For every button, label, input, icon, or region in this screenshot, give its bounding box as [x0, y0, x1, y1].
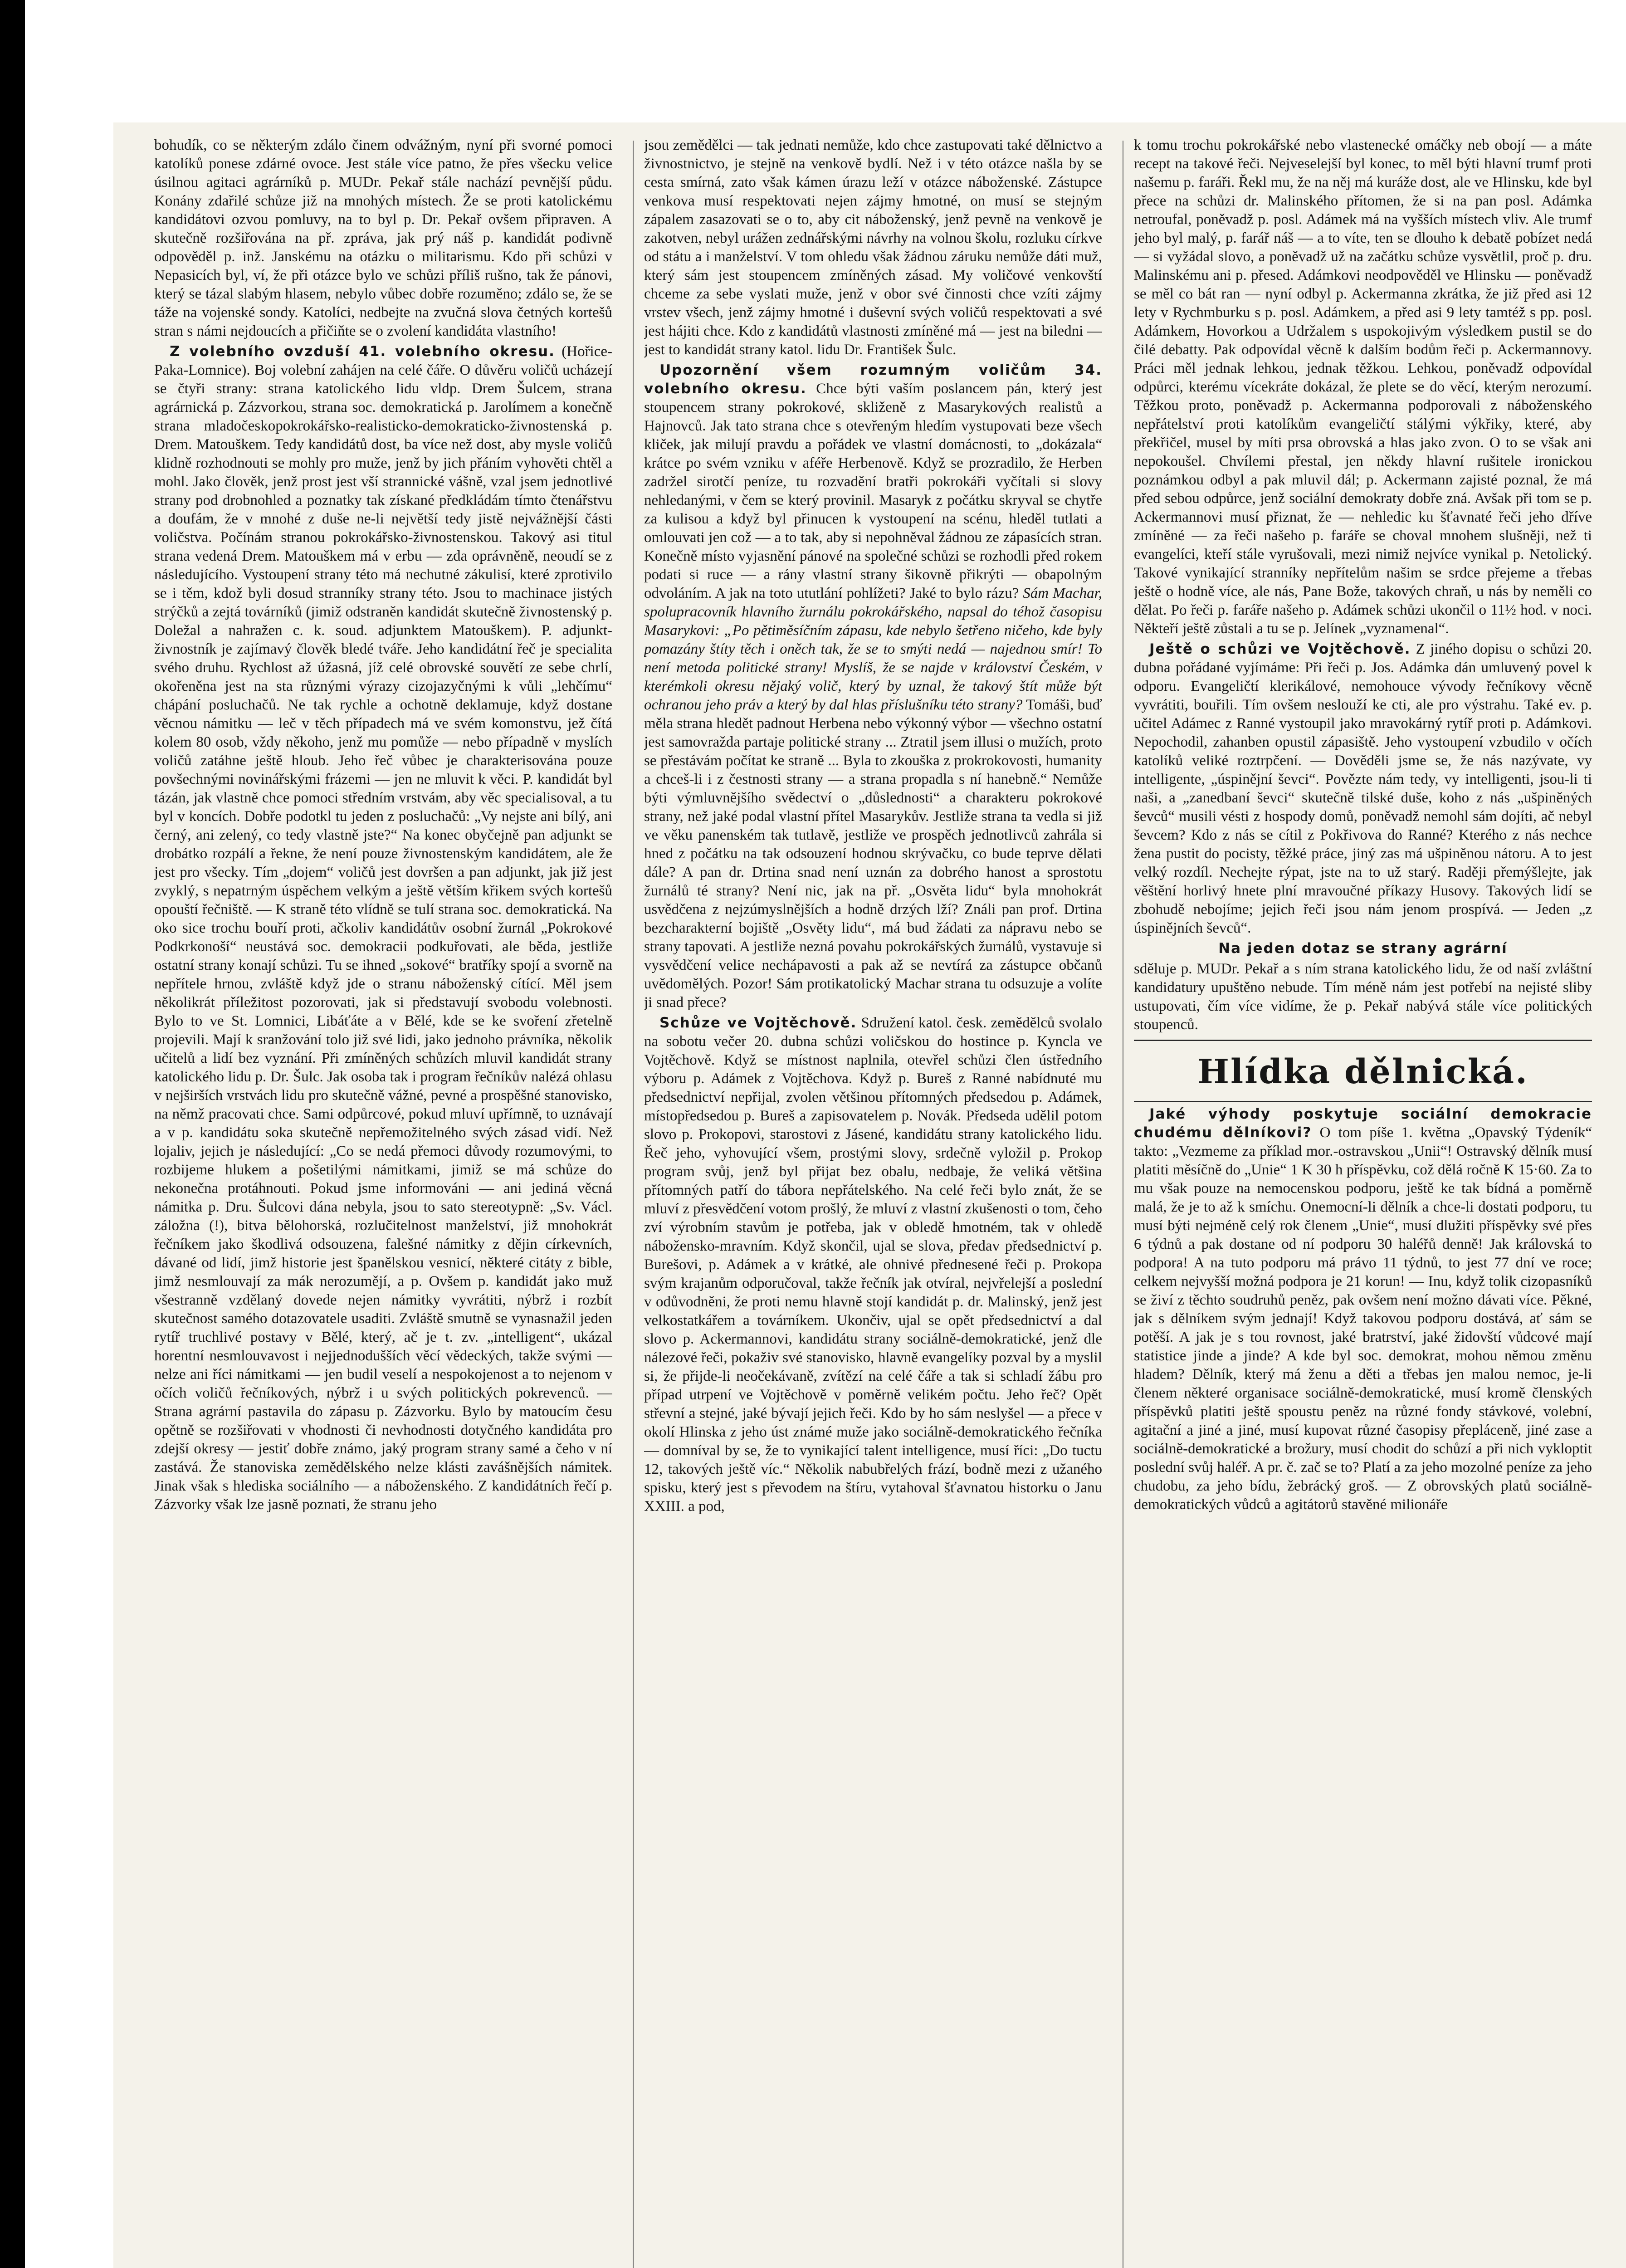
- article-body: Chce býti vaším poslancem pán, který jest stoupencem strany pokrokové, skliženě z Masarykových realistů a Hajnovců. Jak tato strana chce s otevřeným hledím vystupovati beze všech kliček, jak milují pravdu a pořádek ve vlastní domácnosti, to „dokázala“ krátce po svém vzniku v aféře Herbenově. Když se prozradilo, že Herben zadržel sirotčí peníze, tu rozvadění bratři pokrokáři vyčítali si slovy nehledanými, v čem se který provinil. Masaryk z počátku skryval se chytře za kulisou a když byl přinucen k vystoupení na scénu, hleděl tutlati a omlouvati jen což — a to tak, aby si nepohněval žádnou ze zápasících stran. Konečně místo vyjasnění pánové na společné schůzi se rozhodli před rokem podati si ruce — a rány vlastní strany šikovně přikrýti — obapolným odvoláním. A jak na toto ututlání pohlížeti? Jaké to bylo rázu?: [644, 381, 1102, 601]
- article-continuation: k tomu trochu pokrokářské nebo vlastenecké omáčky neb obojí — a máte recept na takové řeči. Nejveselejší byl konec, to měl býti hlavní trumf proti našemu p. faráři. Řekl mu, že na něj má kuráže dost, ale ve Hlinsku, kde byl přece na schůzi dr. Malinského přítomen, že si na pan posl. Adámka netroufal, poněvadž p. posl. Adámek má na vyšších místech vliv. Ale trumf jeho byl malý, p. farář náš — a to víte, ten se dlouho k debatě pobízet nedá — si vyžádal slovo, a poněvadž už na začátku schůze vysvětlil, proč p. dru. Malinskému ani p. přesed. Adámkovi neodpověděl ve Hlinsku — poněvadž se měl co bát ran — nyní odbyl p. Ackermanna zkrátka, že již před asi 12 lety v Rychmburku s p. posl. Adámkem, a před asi 9 lety tamtéž s pp. posl. Adámkem, Hovorkou a Udržalem s uspokojivým výsledkem pustil se do čilé debatty. Pak odpovídal věcně k dalším bodům řeči p. Ackermannovy. Práci měl jednak lehkou, jednak těžkou. Lehkou, poněvadž odpovídal odpůrci, kterému vícekráte dokázal, že plete se do věcí, kterým nerozumí. Těžkou proto, poněvadž p. Ackermanna podporovali z náboženského nepřátelství proti katolíkům evangeličtí stálými výkřiky, které, aby překřičel, musel by míti prsa obrovská a hlas jako zvon. O to se však ani nepokoušel. Chvílemi přestal, jen někdy hlavní rušitele ironickou poznámkou odbyl a pak mluvil dál; p. Ackermann zajisté poznal, že má před sebou odpůrce, jenž sociální demokraty dobře zná. Avšak při tom se p. Ackermannovi musí přiznat, že — nehledic ku šťavnaté řeči jeho dříve zmíněné — za řeči našeho p. faráře se choval mnohem slušněji, než ti evangelíci, kteří stále vyrušovali, mezi nimiž nejvíce vynikal p. Netolický. Takové vynikající stranníky nepřítelům našim se srdce přejeme a třebas ještě o hodně více, ale nás, Pane Bože, takových chraň, u nás by neměli co dělat. Po řeči p. faráře našeho p. Adámek schůzi ukončil o 11½ hod. v noci. Někteří ještě zůstali a tu se p. Jelínek „vyznamenal“.: [1134, 137, 1592, 637]
- section-title: Hlídka dělnická.: [1197, 1052, 1528, 1091]
- article-heading: Jaké výhody poskytuje sociální demokracie chudému dělníkovi?: [1134, 1106, 1592, 1141]
- article-paragraph: [1134, 640, 1592, 938]
- article-body: (Hořice-Paka-Lomnice). Boj volební zahájen na celé čáře. O důvěru voličů ucházejí se čtyři strany: strana katolického lidu vldp. Drem Šulcem, strana agrárnická p. Zázvorkou, strana soc. demokratická p. Jarolímem a konečně strana mladočeskopokrokářsko-realisticko-demokraticko-živnostenská p. Drem. Matouškem. Tedy kandidátů dost, ba více než dost, aby mysle voličů klidně rozhodnouti se mohly pro muže, jenž by jich přáním vyhověti chtěl a mohl. Jako člověk, jenž prost jest vší strannické vášně, vzal jsem jednotlivé strany pod drobnohled a poznatky tak získané předkládám tímto čtenářstvu a doufám, že v mnohé z duše ne-li největší tedy jistě nejvážnější části voličstva. Počínám stranou pokrokářsko-živnostenskou. Takový asi titul strana vedená Drem. Matouškem má v erbu — zda oprávněně, neoudí se z následujícího. Vystoupení strany této má nechutné zákulisí, které zprotivilo se i těm, kdož byli dosud stranníky strany této. Jsou to machinace jistých strýčků a zejtá továrníků (jimiž odstraněn kandidát skutečně živnostenský p. Doležal a nahražen c. k. soud. adjunktem Matouškem). P. adjunkt-živnostník je zajímavý člověk bledé tváře. Jeho kandidátní řeč je specialita svého druhu. Rychlost až úžasná, jíž celé obrovské souvětí ze sebe chrlí, okořeněna jest na sta různými výrazy cizojazyčnými k vůli „lehčímu“ chápání posluchačů. Ne tak rychle a ochotně deklamuje, když dostane věcnou námitku — leč v těch případech má ve svém komonstvu, jež čítá kolem 80 osob, vždy někoho, jenž mu pomůže — nebo případně v myslích voličů zatáhne ještě hloub. Jeho řeč vůbec je charakterisována pouze povšechnými novinářskými frázemi — jen ne mluvit k věci. P. kandidát byl tázán, jak vlastně chce pomoci středním vrstvám, aby věc specialisoval, a tu byl v koncích. Dobře podotkl tu jeden z posluchačů: „Vy nejste ani bílý, ani černý, ani zelený, co tedy vlastně jste?“ Na konec obyčejně pan adjunkt se drobátko rozpálí a řekne, že není pouze živnostenským kandidátem, ale že jest pro všecky. Tím „dojem“ voličů jest dovršen a pan adjunkt, jak již jest zvyklý, s nepatrným úspěchem velkým a ještě větším křikem svých kortešů opouští řečniště. — K straně této vlídně se tulí strana soc. demokratická. Na oko sice trochu bouří proti, ačkoliv kandidátův osobní žurnál „Pokrokové Podkrkonoší“ neustává soc. demokracii podkuřovati, ale běda, jestliže ostatní strany konají schůzi. Tu se ihned „sokové“ bratříky spojí a svorně na nepřítele hrnou, zvláště když jde o stranu náboženský cítící. Měl jsem několikrát příležitost pozorovati, jak si představují svobodu volebnosti. Bylo to ve St. Lomnici, Libáťáte a v Bělé, kde se ke svoření zřetelně projevili. Mají k sranžování tolo již své lidi, jako jednoho právníka, několik učitelů a lidí bez vyznání. Při zmíněných schůzích mluvil kandidát strany katolického lidu p. Dr. Šulc. Jak osoba tak i program řečníkův nalézá ohlasu v nejširších vrstvách lidu pro skutečně vážné, pevné a prospěšné stanovisko, na němž pracovati chce. Sami odpůrcové, pokud mluví upřímně, to uznávají a v p. kandidátu soka skutečně nepřemožitelného svých zásad vidí. Než lojaliv, jejich je následující: „Co se nedá přemoci důvody rozumovými, to rozbijeme hlukem a pošetilými námitkami, jimiž se má schůze do nekonečna protáhnouti. Pokud jsme informováni — ani jediná věcná námitka p. Dru. Šulcovi dána nebyla, jsou to sato stereotypně: „Sv. Václ. záložna (!), bitva bělohorská, rozlučitelnost manželství, již mnohokrát řečníkem jako škodlivá odsouzena, falešné námitky z dějin církevních, dávané od lidí, jimž historie jest španělskou vesnicí, některé citáty z bible, jimž nesmlouvají za mák nerozumějí, a p. Ovšem p. kandidát jako muž všestranně vzdělaný dovede nejen námitky vyvrátiti, nýbrž i rozbít skutečnost samého dotazovatele usaditi. Zvláště smutně se vynasnažil jeden rytíř truchlivé postavy v Bělé, který, ač je t. zv. „intelligent“, ukázal horentní nesmlouvavost i nejjednodušších věcí vědeckých, takže svými — nelze ani říci námitkami — jen budil veselí a nespokojenost a to nejenom v očích voličů řečníkových, nýbrž i u svých politických pokrevenců. — Strana agrární pastavila do zápasu p. Zázvorku. Bylo by matoucím česu opětně se rozšiřovati v vhodnosti či nevhodnosti dotyčného kandidáta pro zdejší okresy — jestiť dobře známo, jaký program strany samé a čeho v ní zastává. Že stanoviska zemědělského nelze klásti zavášnějších námitek. Jinak však s hlediska sociálního — a náboženského. Z kandidátních řečí p. Zázvorky však lze jasně poznati, že stranu jeho: [154, 343, 612, 1513]
- article-body: Tomáši, buď měla strana hledět padnout Herbena nebo výkonný výbor — všechno ostatní jest samovražda partaje politické strany ... Ztratil jsem illusi o mužích, proto se přestávám počítat ke straně ... Byla to zkouška z prokrokovosti, humanity a chceš-li i z čestnosti strany — a strana propadla s ní hanebně.“ Nemůže býti výmluvnějšího svědectví o „důslednosti“ a charakteru pokrokové strany, než jaké podal vlastní přítel Masarykův. Jestliže strana ta vedla si již ve věku panenském tak tutlavě, jestliže ve prospěch jednotlivců zahrála si hned z počátku na tak odsouzení hodnou skrývačku, co bude teprve dělati dále? A pan dr. Drtina snad není uznán za dobrého hanost a sprostotu žurnálů té strany? Není nic, jak na př. „Osvěta lidu“ byla mnohokrát usvědčena z nejzúmyslnějších a hodně drzých lží? Ználi pan prof. Drtina bezcharakterní bojiště „Osvěty lidu“, má bud žádati za nápravu nebo se strany tapovati. A jestliže nezná povahu pokrokářských žurnálů, vystavuje si vysvědčení velice nechápavosti a pak až se nevtírá za zástupce občanů uvědomělých. Pozor! Sám protikatolický Machar strana tu odsuzuje a volíte ji snad přece?: [644, 697, 1102, 1011]
- article-heading: Upozornění všem rozumným voličům 34. volebního okresu.: [644, 362, 1102, 397]
- column-2: [644, 136, 1102, 2268]
- article-body: O tom píše 1. května „Opavský Týdeník“ takto: „Vezmeme za příklad mor.-ostravskou „Unii“! Ostravský dělník musí platiti měsíčně do „Unie“ 1 K 30 h příspěvku, což dělá ročně K 15·60. Za to mu však pouze na nemocenskou podporu, ještě ke tak bídná a poměrně malá, že je to až k smíchu. Onemocní-li dělník a chce-li dostati podporu, tu musí býti nejméně celý rok členem „Unie“, musí dlužiti příspěvky své přes 6 týdnů a pak dostane od ní podporu 30 haléřů denně! Jak královská to podpora! A na tuto podporu má právo 11 týdnů, to jest 77 dní ve roce; celkem nejvyšší možná podpora je 21 korun! — Inu, když tolik cizopasníků se živí z těchto soudruhů peněz, pak ovšem není možno dávati více. Pěkné, jak s dělníkem svým jednají! Když takovou podporu dostává, ať sám se potěší. A jak je s tou rovnost, jaké bratrství, jaké židovští vůdcové mají statistice jinde a jinde? A kde byl soc. demokrat, mohou němou změnu hladem? Dělník, který má ženu a děti a třebas jen malou nemoc, je-li členem některé organisace sociálně-demokratické, musí kromě členských příspěvků platiti ještě spoustu peněz na různé fondy stávkové, volební, agitační a jiné a jiné, musí kupovat různé časopisy přepláceně, jiné zase a sociálně-demokratické a brožury, musí chodit do schůzí a při nich vykloptit poslední svůj haléř. A pr. č. zač se to? Platí a za jeho mozolné peníze za jeho chudobu, za jeho bídu, žebrácký groš. — Z obrovských platů sociálně-demokratických vůdců a agitátorů stavěné milionáře: [1134, 1124, 1592, 1513]
- section-divider: [1134, 1101, 1592, 1102]
- column-3: [1134, 136, 1592, 2268]
- article-heading: Na jeden dotaz se strany agrární: [1218, 940, 1508, 957]
- article-paragraph: [644, 1014, 1102, 1516]
- article-heading-line: [1134, 939, 1592, 958]
- article-heading: Z volebního ovzduší 41. volebního okresu.: [170, 343, 555, 360]
- section-divider: [1134, 1040, 1592, 1041]
- article-body: Sdružení katol. česk. zemědělců svolalo na sobotu večer 20. dubna schůzi voličskou do hostince p. Kyncla ve Vojtěchově. Když se místnost naplnila, otevřel schůzi člen ústředního výboru p. Adámek z Vojtěchova. Když p. Bureš z Ranné nabídnuté mu předsednictví nepřijal, zvolen většinou přítomných předsedou p. Adámek, místopředsedou p. Bureš a zapisovatelem p. Novák. Předseda udělil potom slovo p. Prokopovi, starostovi z Jásené, kandidátu strany katolického lidu. Řeč jeho, vyhovující všem, prostými slovy, srdečně vyložil p. Prokop program svůj, jenž byl přijat bez obalu, nedbaje, že veliká většina přítomných patří do tábora nepřátelského. Na celé řeči bylo znát, že se mluví z přesvědčení votom prošlý, že mluví z vlastní zkušenosti o tom, čeho zví výrobním stavům je potřeba, jak v obledě hmotném, tak v ohledě nábožensko-mravním. Když skončil, ujal se slova, předav předsednictví p. Burešovi, p. Adámek a v krátké, ale ohnivé přednesené řeči p. Prokopa svým krajanům odporučoval, takže řečník jak otvíral, nejvřelejší a poslední v odůvodněni, že proti nemu hlavně stojí kandidát p. dr. Malinský, jenž jest velkostatkářem a továrníkem. Ukončiv, ujal se opět předsednictví a dal slovo p. Ackermannovi, kandidátu strany sociálně-demokratické, jenž dle nálezové řeči, pokaživ své stanovisko, hlavně evangelíky pozval by a myslil si, že přijde-li neočekávaně, zvítězí na celé čáře a tak si schladí žábu pro případ utrpení ve Vojtěchově v poměrně velikém počtu. Jeho řeč? Opět střevní a stejné, jaké bývají jejich řeči. Kdo by ho sám neslyšel — a přece v okolí Hlinska z jeho úst známé muže jako sociálně-demokratického řečníka — domníval by se, že to vynikající talent intelligence, musí říci: „Do tuctu 12, takových ještě víc.“ Několik nabubřelých frází, bodně mezi z užaného spisku, který jest s převodem na štíru, vytahoval šťavnatou historku o Janu XXIII. a pod,: [644, 1015, 1102, 1515]
- article-paragraph: [644, 361, 1102, 1012]
- article-heading: Ještě o schůzi ve Vojtěchově.: [1149, 641, 1411, 657]
- scan-border: [0, 0, 25, 2268]
- column-rule: [633, 141, 634, 2268]
- article-paragraph: [1134, 1105, 1592, 1514]
- quotation: Sám Machar, spolupracovník hlavního žurnálu pokrokářského, napsal do téhož časopisu Masarykovi: „Po pětiměsíčním zápasu, kde nebylo šetřeno ničeho, kde byly pomazány štíty těch i oněch tak, že se to smýti nedá — najednou smír! To není metoda politické strany! Myslíš, že se najde v království Českém, v kterémkoli okresu nějaký volič, který by uznal, že takový štít může být ochranou jeho práv a který by dal hlas příslušníku této strany?: [644, 585, 1102, 713]
- article-continuation: bohudík, co se některým zdálo činem odvážným, nyní při svorné pomoci katolíků ponese zdárné ovoce. Jest stále více patno, že přes všecku velice úsilnou agitaci agrárníků p. MUDr. Pekař stále nachází pevnější půdu. Konány zdařilé schůze již na mnohých místech. Že se proti katolickému kandidátovi ozvou pomluvy, na to byl p. Dr. Pekař ovšem připraven. A skutečně rozšiřována na př. zpráva, jak prý náš p. kandidát podivně odpověděl p. inž. Janskému na otázku o militarismu. Kdo při schůzi v Nepasicích byl, ví, že při otázce bylo ve schůzi příliš rušno, tak že pánovi, který se tázal slabým hlasem, nebylo vůbec dobře rozuměno; zdálo se, že se táže na vojenské sondy. Katolíci, nedbejte na zvučná slova četných kortešů stran s námi nejdoucích a přičiňte se o zvolení kandidáta vlastního!: [154, 137, 612, 339]
- column-1: [154, 136, 612, 2268]
- article-paragraph: [154, 342, 612, 1514]
- article-body: Z jiného dopisu o schůzi 20. dubna pořádané vyjímáme: Při řeči p. Jos. Adámka dán umluvený povel k odporu. Evangeličtí klerikálové, nemohouce vývody řečníkovy věcně vyvrátiti, bouřili. Tím ovšem neslouží ke cti, ale pro výstrahu. Také ev. p. učitel Adámec z Ranné vystoupil jako mravokárný rytíř proti p. Adámkovi. Nepochodil, zahanben opustil zápasiště. Jeho vystoupení vzbudilo v očích katolíků veliké roztrpčení. — Dověděli jsme se, že nás nazývate, vy intelligente, „úspinějní ševci“. Povězte nám tedy, vy intelligenti, jsou-li ti naši, a „zanedbaní ševci“ skutečně tilské duše, koho z nás „ušpiněných ševců“ musili vésti z hospody domů, poněvadž nemohl sám dojíti, ač nebyl ševcem? Kdo z nás se cítil z Pokřivova do Ranné? Kterého z nás nechce žena pustit do pocisty, těžké práce, jiný zas má ušpiněnou nátoru. A to jest velký rozdíl. Nechejte rýpat, jste na to už starý. Raději přemýšlejte, jak věštění horlivý hnete plní mravoučné příkazy Husovy. Takových lidí se zbohudě nebojíme; jejich řeči jsou nám jenom prospívá. — Jeden „z úspinějních ševců“.: [1134, 641, 1592, 936]
- article-continuation: jsou zemědělci — tak jednati nemůže, kdo chce zastupovati také dělnictvo a živnostnictvo, je stejně na venkově bydlí. Než i v této otázce našla by se cesta smírná, zato však kámen úrazu leží v otázce náboženské. Zástupce venkova musí respektovati nejen zájmy hmotné, on musí se stejným zápalem zasazovati se o to, aby cit náboženský, jenž pevně na venkově je zakotven, nebyl urážen zednářskými návrhy na volnou školu, rozluku církve od státu a i manželství. V tom ohledu však žádnou záruku nemůže dáti muž, který sám jest stoupencem zmíněných zásad. My voličové venkovští chceme za sebe vyslati muže, jenž v obor své činnosti chce vzíti zájmy vrstev všech, jenž zájmy hmotné i duševní svých voličů respektovati a své jest hájiti chce. Kdo z kandidátů vlastnosti zmíněné má — jest na biledni — jest to kandidát strany katol. lidu Dr. František Šulc.: [644, 137, 1102, 358]
- article-body: sděluje p. MUDr. Pekař a s ním strana katolického lidu, že od naší zvláštní kandidatury upuštěno nebude. Tím méně nám jest potřebí na nejisté sliby ustupovati, čím více vidíme, že p. Pekař nabývá stále více politických stoupenců.: [1134, 961, 1592, 1033]
- article-heading: Schůze ve Vojtěchově.: [659, 1015, 857, 1031]
